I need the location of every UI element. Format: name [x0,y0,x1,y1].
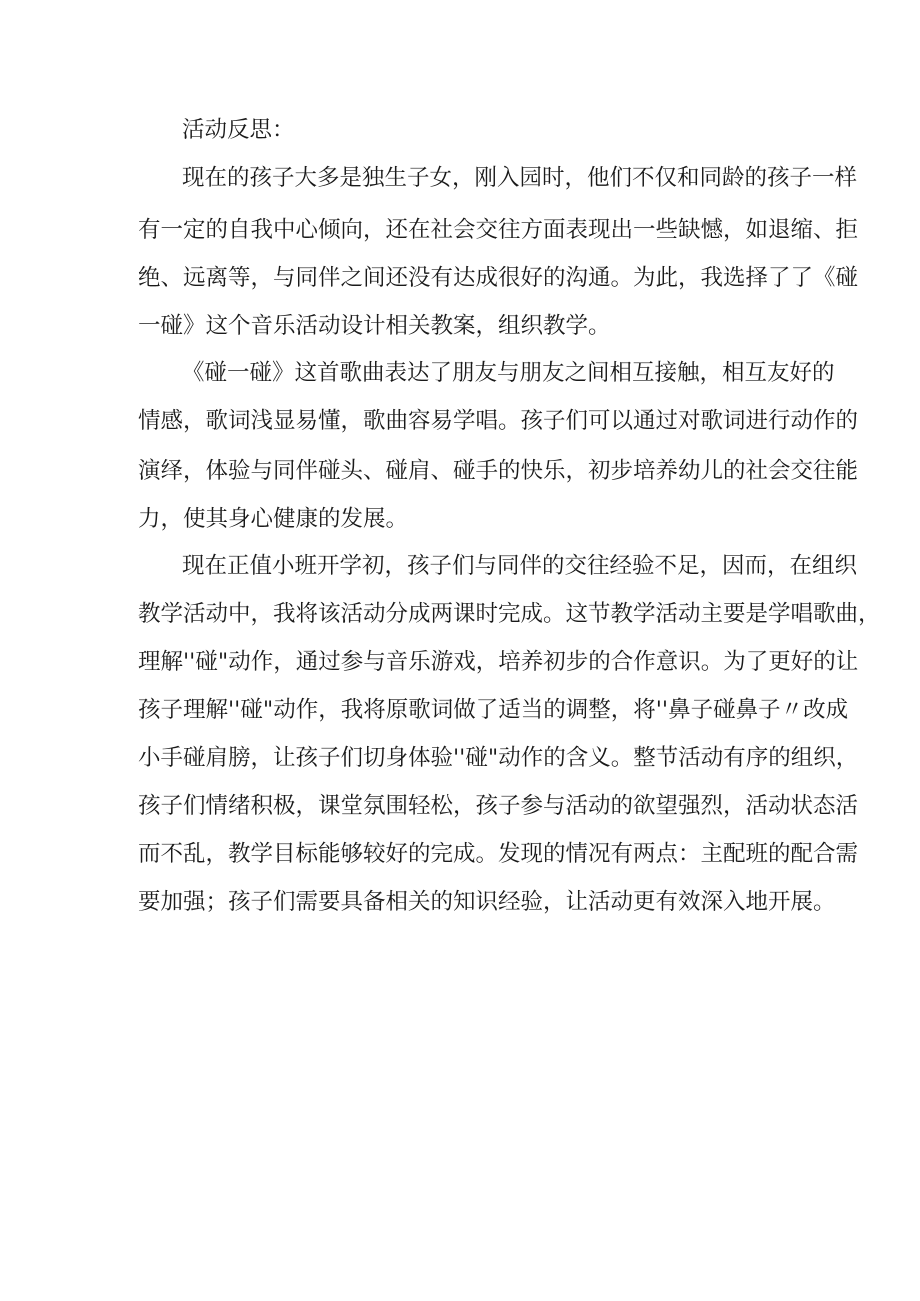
paragraph-line: 现在正值小班开学初，孩子们与同伴的交往经验不足，因而，在组织 [182,553,858,579]
paragraph-line: 绝、远离等，与同伴之间还没有达成很好的沟通。为此，我选择了了《碰 [138,265,859,291]
paragraph-line: 力，使其身心健康的发展。 [138,506,409,532]
paragraph-line: 小手碰肩膀，让孩子们切身体验''碰"动作的含义。整节活动有序的组织， [138,745,859,771]
paragraph-line: 情感，歌词浅显易懂，歌曲容易学唱。孩子们可以通过对歌词进行动作的 [138,408,859,434]
paragraph-line: 孩子们情绪积极，课堂氛围轻松，孩子参与活动的欲望强烈，活动状态活 [138,793,859,819]
paragraph-line: 理解''碰"动作，通过参与音乐游戏，培养初步的合作意识。为了更好的让 [138,649,859,675]
section-heading: 活动反思： [182,117,295,143]
paragraph-line: 一碰》这个音乐活动设计相关教案，组织教学。 [138,313,611,339]
paragraph-line: 现在的孩子大多是独生子女，刚入园时，他们不仅和同龄的孩子一样 [182,165,858,191]
paragraph-line: 《碰一碰》这首歌曲表达了朋友与朋友之间相互接触，相互友好的 [182,360,835,386]
paragraph-line: 教学活动中，我将该活动分成两课时完成。这节教学活动主要是学唱歌曲， [138,601,881,627]
paragraph-line: 而不乱，教学目标能够较好的完成。发现的情况有两点：主配班的配合需 [138,841,859,867]
paragraph-line: 要加强；孩子们需要具备相关的知识经验，让活动更有效深入地开展。 [138,889,836,915]
paragraph-line: 有一定的自我中心倾向，还在社会交往方面表现出一些缺憾，如退缩、拒 [138,217,859,243]
paragraph-line: 孩子理解''碰"动作，我将原歌词做了适当的调整，将''鼻子碰鼻子〃改成 [138,697,849,723]
paragraph-line: 演绎，体验与同伴碰头、碰肩、碰手的快乐，初步培养幼儿的社会交往能 [138,458,859,484]
